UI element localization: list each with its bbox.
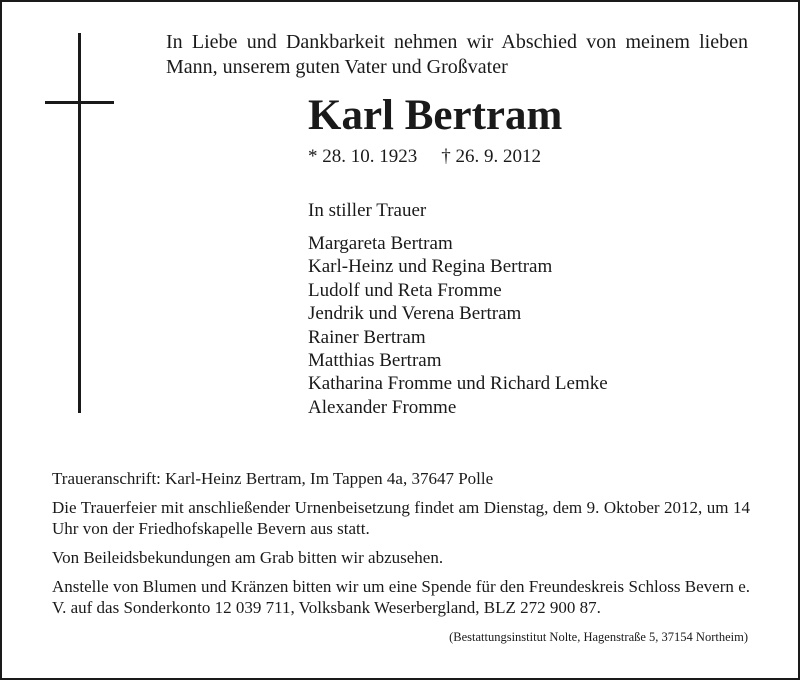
cross-vertical-bar xyxy=(78,33,81,413)
mourner-name: Karl-Heinz und Regina Bertram xyxy=(308,256,553,278)
mourning-address: Traueranschrift: Karl-Heinz Bertram, Im Tappen 4a, 37647 Polle xyxy=(52,469,494,488)
mourner-name: Katharina Fromme und Richard Lemke xyxy=(308,373,608,395)
funeral-service-info: Die Trauerfeier mit anschließender Urnenbeisetzung findet am Dienstag, dem 9. Oktober 2012, um 14 Uhr von der Friedhofskapelle Bevern aus statt. xyxy=(52,498,750,538)
details-section xyxy=(52,468,750,626)
deceased-name: Karl Bertram xyxy=(308,92,563,139)
donation-request: Anstelle von Blumen und Kränzen bitten wir um eine Spende für den Freundeskreis Schloss Bevern e. V. auf das Sonderkonto 12 039 711, Volksbank Weserbergland, BLZ 272 900 87. xyxy=(52,577,750,617)
cross-horizontal-bar xyxy=(45,101,114,104)
mourner-name: Matthias Bertram xyxy=(308,350,442,372)
mourner-name: Rainer Bertram xyxy=(308,326,426,348)
life-dates xyxy=(308,145,541,169)
mourner-name: Margareta Bertram xyxy=(308,233,453,254)
mourners-list xyxy=(308,232,608,419)
mourner-name: Alexander Fromme xyxy=(308,396,457,418)
funeral-home-credit: (Bestattungsinstitut Nolte, Hagenstraße 5, 37154 Northeim) xyxy=(449,630,748,644)
birth-date: * 28. 10. 1923 xyxy=(308,146,418,167)
mourner-name: Ludolf und Reta Fromme xyxy=(308,279,502,301)
mourning-label: In stiller Trauer xyxy=(308,200,427,221)
intro-text: In Liebe und Dankbarkeit nehmen wir Abschied von meinem lieben Mann, unserem guten Vater und Großvater xyxy=(166,31,748,78)
mourner-name: Jendrik und Verena Bertram xyxy=(308,303,522,325)
death-date: † 26. 9. 2012 xyxy=(441,146,541,167)
condolence-request: Von Beileidsbekundungen am Grab bitten wir abzusehen. xyxy=(52,548,444,567)
